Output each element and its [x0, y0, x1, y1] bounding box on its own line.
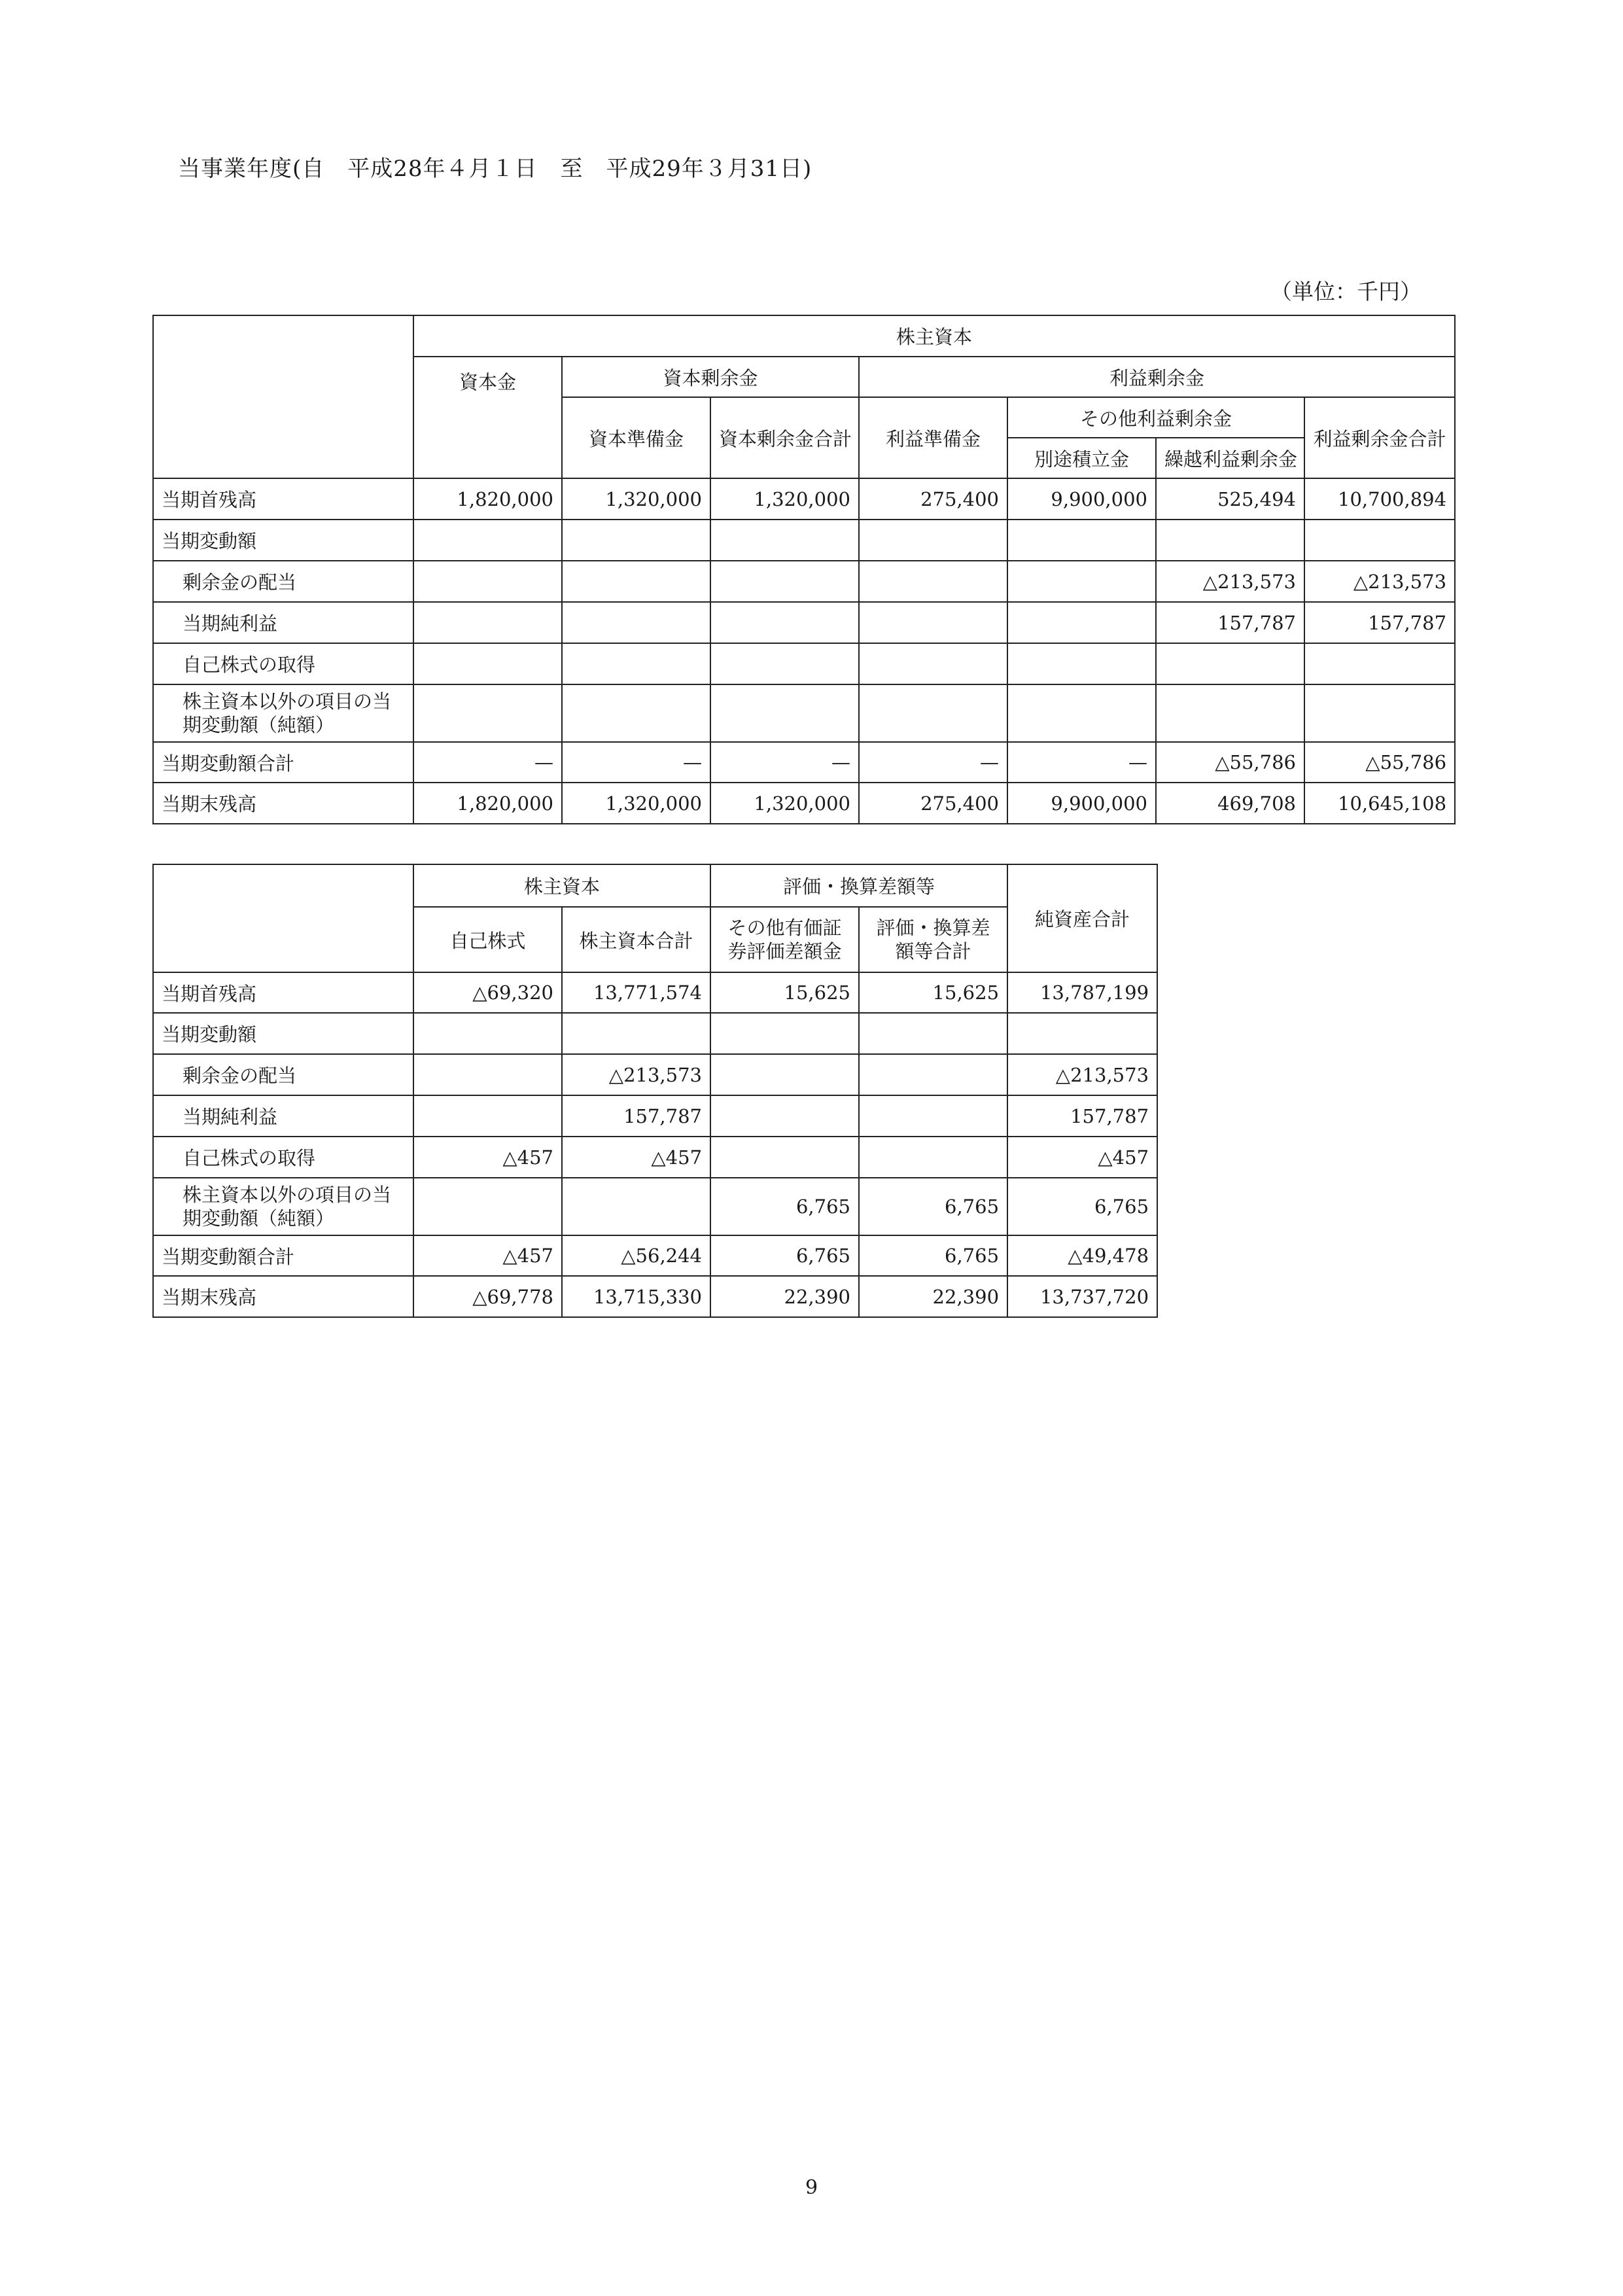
table2-header-net-assets-total: 純資産合計	[1007, 864, 1157, 972]
table-cell	[710, 561, 859, 602]
table-cell: 1,320,000	[710, 783, 859, 824]
table-cell: 9,900,000	[1007, 478, 1156, 520]
period-title: 当事業年度(自 平成28年４月１日 至 平成29年３月31日)	[178, 156, 812, 182]
page-number: 9	[805, 2176, 818, 2199]
table-cell	[710, 520, 859, 561]
table2-header-treasury-stock: 自己株式	[413, 907, 562, 972]
table2-header-equity-total: 株主資本合計	[562, 907, 710, 972]
table-cell: 1,820,000	[413, 783, 562, 824]
row-label: 当期純利益	[153, 1095, 413, 1137]
table-cell	[562, 684, 710, 742]
table-cell	[413, 643, 562, 684]
table2-header-valuation-total: 評価・換算差額等合計	[859, 907, 1007, 972]
table-cell: 13,787,199	[1007, 972, 1157, 1013]
table-cell	[1304, 684, 1455, 742]
table-cell: △55,786	[1304, 742, 1455, 783]
row-label: 当期首残高	[153, 478, 413, 520]
table-cell: 275,400	[859, 478, 1007, 520]
table-cell	[710, 1013, 859, 1054]
table-cell: —	[1007, 742, 1156, 783]
table-cell	[859, 1054, 1007, 1095]
table-cell	[1156, 643, 1304, 684]
table-row	[153, 1013, 1157, 1054]
table1-header-retained-brought-forward: 繰越利益剰余金	[1156, 438, 1304, 478]
table-cell: 9,900,000	[1007, 783, 1156, 824]
table-cell	[413, 1054, 562, 1095]
table-cell	[859, 1013, 1007, 1054]
table-cell	[413, 561, 562, 602]
table-row	[153, 602, 1455, 643]
equity-statement-table-1	[152, 315, 1456, 824]
table-cell: 6,765	[859, 1178, 1007, 1235]
table1-header-retained-total: 利益剰余金合計	[1304, 397, 1455, 478]
table-cell: 15,625	[859, 972, 1007, 1013]
table-cell	[562, 602, 710, 643]
table-cell: —	[859, 742, 1007, 783]
table-cell	[562, 643, 710, 684]
table-cell	[562, 1178, 710, 1235]
table-row	[153, 1054, 1157, 1095]
table1-header-capital-reserve: 資本準備金	[562, 397, 710, 478]
table-cell	[413, 1095, 562, 1137]
table-cell: 525,494	[1156, 478, 1304, 520]
table-cell: 157,787	[562, 1095, 710, 1137]
row-label: 当期純利益	[153, 602, 413, 643]
table-cell	[710, 1054, 859, 1095]
table1-header-shareholders-equity: 株主資本	[413, 315, 1455, 357]
table-row	[153, 1095, 1157, 1137]
table-cell	[413, 520, 562, 561]
table-cell	[859, 1137, 1007, 1178]
table-cell	[562, 520, 710, 561]
table2-corner	[153, 864, 413, 972]
table-cell: 157,787	[1304, 602, 1455, 643]
table-cell	[1007, 602, 1156, 643]
table-row	[153, 1235, 1157, 1276]
table-row	[153, 478, 1455, 520]
table-cell: 22,390	[710, 1276, 859, 1317]
table-row	[153, 520, 1455, 561]
table-cell	[1007, 1013, 1157, 1054]
table-cell: △55,786	[1156, 742, 1304, 783]
table2-header-valuation: 評価・換算差額等	[710, 864, 1007, 907]
table-cell: 1,320,000	[562, 783, 710, 824]
table-cell	[859, 561, 1007, 602]
table-cell: 6,765	[859, 1235, 1007, 1276]
table-cell: 469,708	[1156, 783, 1304, 824]
table-cell	[859, 643, 1007, 684]
table-cell	[859, 1095, 1007, 1137]
table-row	[153, 561, 1455, 602]
table-row	[153, 1178, 1157, 1235]
table-cell	[859, 520, 1007, 561]
row-label: 剰余金の配当	[153, 561, 413, 602]
table1-header-general-reserve: 別途積立金	[1007, 438, 1156, 478]
table-row	[153, 742, 1455, 783]
table-cell: △69,320	[413, 972, 562, 1013]
table2-header-shareholders-equity: 株主資本	[413, 864, 710, 907]
table-cell: 13,771,574	[562, 972, 710, 1013]
table-cell: △213,573	[562, 1054, 710, 1095]
table-cell	[562, 561, 710, 602]
table-cell: 275,400	[859, 783, 1007, 824]
table1-header-capital-surplus-total: 資本剰余金合計	[710, 397, 859, 478]
table-row	[153, 783, 1455, 824]
table-cell: △56,244	[562, 1235, 710, 1276]
table-cell: △457	[413, 1137, 562, 1178]
table-cell	[859, 602, 1007, 643]
row-label: 当期首残高	[153, 972, 413, 1013]
table-cell	[413, 684, 562, 742]
row-label: 株主資本以外の項目の当期変動額（純額）	[153, 1178, 413, 1235]
row-label: 当期末残高	[153, 1276, 413, 1317]
table-cell: 6,765	[710, 1178, 859, 1235]
table-cell: △213,573	[1156, 561, 1304, 602]
table-cell: 10,700,894	[1304, 478, 1455, 520]
table-cell: △69,778	[413, 1276, 562, 1317]
table-cell	[1007, 520, 1156, 561]
table-cell	[1007, 684, 1156, 742]
table1-header-capital-surplus: 資本剰余金	[562, 357, 859, 397]
table-cell: △457	[562, 1137, 710, 1178]
table1-header-capital-stock: 資本金	[413, 357, 562, 478]
table-row	[153, 1137, 1157, 1178]
unit-label: （単位：千円）	[1270, 279, 1422, 304]
row-label: 株主資本以外の項目の当期変動額（純額）	[153, 684, 413, 742]
table-row	[153, 1276, 1157, 1317]
table-cell	[1156, 520, 1304, 561]
table-cell	[413, 1013, 562, 1054]
table-cell	[859, 684, 1007, 742]
table-cell: △457	[413, 1235, 562, 1276]
table-cell	[562, 1013, 710, 1054]
row-label: 剰余金の配当	[153, 1054, 413, 1095]
table-cell: △49,478	[1007, 1235, 1157, 1276]
row-label: 当期変動額合計	[153, 742, 413, 783]
table-cell: △457	[1007, 1137, 1157, 1178]
table-cell	[710, 602, 859, 643]
table-cell: 1,820,000	[413, 478, 562, 520]
row-label: 自己株式の取得	[153, 1137, 413, 1178]
table-cell	[710, 1137, 859, 1178]
table-cell	[1007, 561, 1156, 602]
table-cell: △213,573	[1304, 561, 1455, 602]
table-cell: —	[413, 742, 562, 783]
row-label: 当期末残高	[153, 783, 413, 824]
table-cell: 6,765	[1007, 1178, 1157, 1235]
table-cell	[710, 684, 859, 742]
table-cell: 6,765	[710, 1235, 859, 1276]
table-cell: 1,320,000	[710, 478, 859, 520]
table-cell	[1304, 643, 1455, 684]
table-cell	[1156, 684, 1304, 742]
row-label: 当期変動額	[153, 1013, 413, 1054]
table-cell: 10,645,108	[1304, 783, 1455, 824]
table-cell	[1007, 643, 1156, 684]
table-cell	[413, 1178, 562, 1235]
table-cell: 15,625	[710, 972, 859, 1013]
table-cell: △213,573	[1007, 1054, 1157, 1095]
table-row	[153, 972, 1157, 1013]
table1-corner	[153, 315, 413, 478]
table-cell: 1,320,000	[562, 478, 710, 520]
row-label: 当期変動額	[153, 520, 413, 561]
table-cell	[710, 643, 859, 684]
table-cell	[710, 1095, 859, 1137]
table-cell: —	[562, 742, 710, 783]
table2-header-securities-valuation: その他有価証券評価差額金	[710, 907, 859, 972]
table-cell: 157,787	[1156, 602, 1304, 643]
table-cell: 157,787	[1007, 1095, 1157, 1137]
table-cell: 22,390	[859, 1276, 1007, 1317]
table-row	[153, 684, 1455, 742]
table-cell: —	[710, 742, 859, 783]
table1-header-other-retained: その他利益剰余金	[1007, 397, 1304, 438]
table-cell: 13,715,330	[562, 1276, 710, 1317]
row-label: 当期変動額合計	[153, 1235, 413, 1276]
table-cell: 13,737,720	[1007, 1276, 1157, 1317]
table1-header-legal-retained: 利益準備金	[859, 397, 1007, 478]
table-row	[153, 643, 1455, 684]
row-label: 自己株式の取得	[153, 643, 413, 684]
table-cell	[1304, 520, 1455, 561]
equity-statement-table-2	[152, 864, 1158, 1318]
table-cell	[413, 602, 562, 643]
table1-header-retained-earnings: 利益剰余金	[859, 357, 1455, 397]
